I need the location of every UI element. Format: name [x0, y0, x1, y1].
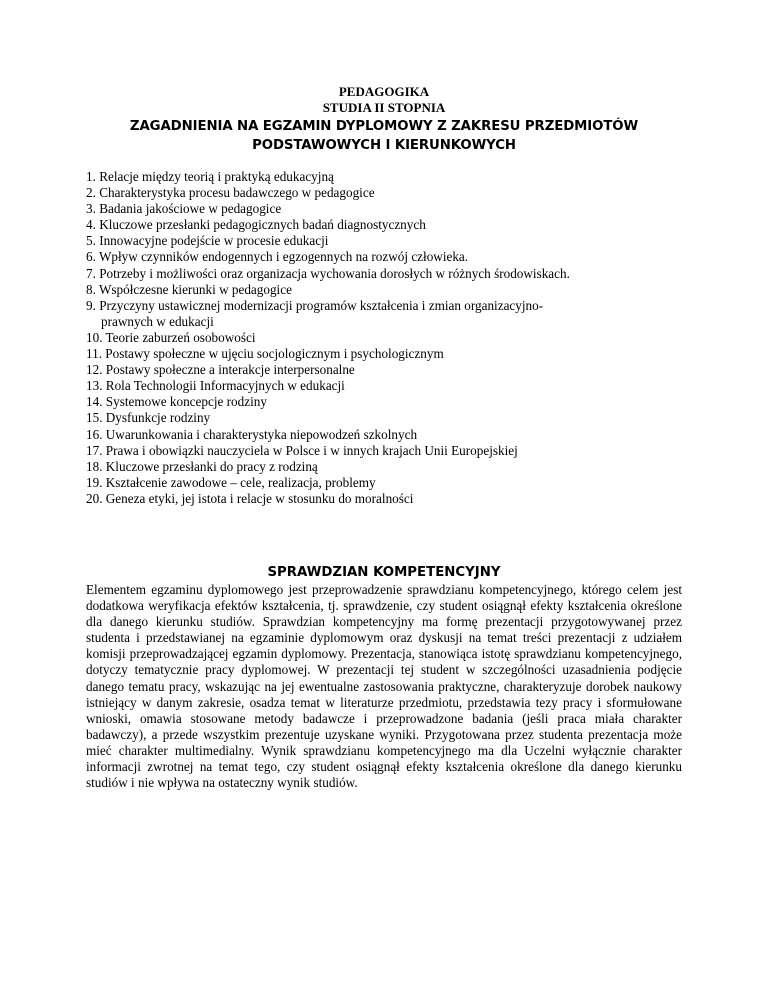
topic-text-continuation: prawnych w edukacji: [101, 313, 214, 329]
topic-item: [86, 491, 686, 507]
topic-number: 12.: [86, 362, 103, 378]
topic-number: 5.: [86, 233, 96, 249]
topic-number: 6.: [86, 249, 96, 265]
document-title-line-2: PODSTAWOWYCH I KIERUNKOWYCH: [252, 138, 516, 153]
topic-text: Dysfunkcje rodziny: [105, 410, 211, 426]
topic-text: Wpływ czynników endogennych i egzogennych na rozwój człowieka.: [98, 249, 469, 265]
topic-text: Kluczowe przesłanki pedagogicznych badań diagnostycznych: [99, 217, 426, 233]
topic-item: [86, 169, 686, 185]
exam-topics-list: [86, 169, 686, 507]
document-title-line-1: ZAGADNIENIA NA EGZAMIN DYPLOMOWY Z ZAKRESU PRZEDMIOTÓW: [129, 119, 639, 134]
topic-item: [86, 443, 686, 459]
topic-number: 19.: [86, 474, 103, 490]
topic-text: Przyczyny ustawicznej modernizacji programów kształcenia i zmian organizacyjno-: [99, 297, 544, 313]
topic-number: 8.: [86, 281, 96, 297]
topic-item: [86, 266, 686, 282]
topic-text: Geneza etyki, jej istota i relacje w stosunku do moralności: [105, 490, 414, 506]
topic-text: Charakterystyka procesu badawczego w pedagogice: [99, 185, 375, 201]
topic-text: Współczesne kierunki w pedagogice: [98, 281, 292, 297]
faculty-heading: PEDAGOGIKA: [338, 84, 430, 99]
topic-number: 3.: [86, 201, 96, 217]
topic-number: 13.: [86, 378, 103, 394]
topic-item: [86, 394, 686, 410]
topic-number: 15.: [86, 410, 103, 426]
topic-number: 20.: [86, 490, 103, 506]
topic-text: Rola Technologii Informacyjnych w edukacji: [105, 378, 345, 394]
topic-number: 1.: [86, 169, 96, 184]
topic-text: Relacje między teorią i praktyką edukacyjną: [99, 169, 334, 184]
topic-item: [86, 282, 686, 298]
topic-number: 11.: [86, 346, 102, 362]
topic-text: Uwarunkowania i charakterystyka niepowodzeń szkolnych: [105, 426, 418, 442]
study-level-heading: STUDIA II STOPNIA: [322, 100, 446, 115]
topic-item: [86, 185, 686, 201]
topic-item: [86, 475, 686, 491]
topic-item: [86, 459, 686, 475]
topic-item: [86, 233, 686, 249]
topic-item: [86, 217, 686, 233]
topic-text: Postawy społeczne a interakcje interpersonalne: [105, 362, 355, 378]
topic-number: 9.: [86, 297, 96, 313]
topic-number: 4.: [86, 217, 96, 233]
topic-text: Prawa i obowiązki nauczyciela w Polsce i w innych krajach Unii Europejskiej: [105, 442, 518, 458]
topic-text: Systemowe koncepcje rodziny: [105, 394, 267, 410]
topic-item: [86, 201, 686, 217]
topic-number: 14.: [86, 394, 103, 410]
document-header: [0, 84, 768, 155]
topic-text: Innowacyjne podejście w procesie edukacji: [99, 233, 329, 249]
topic-item: [86, 410, 686, 426]
document-title: [0, 117, 768, 155]
topic-number: 2.: [86, 185, 96, 201]
topic-number: 16.: [86, 426, 103, 442]
topic-number: 17.: [86, 442, 103, 458]
topic-item: [86, 346, 686, 362]
section-body: Elementem egzaminu dyplomowego jest przeprowadzenie sprawdzianu kompetencyjnego, którego celem jest dodatkowa weryfikacja efektów kształcenia, tj. sprawdzenie, czy student osiągnął efekty kształcenia określone dla danego kierunku studiów. Sprawdzian kompetencyjny ma formę prezentacji przygotowywanej przez studenta i przedstawianej na egzaminie dyplomowym oraz dyskusji na temat treści prezentacji z udziałem komisji przeprowadzającej egzamin dyplomowy. Prezentacja, stanowiąca istotę sprawdzianu kompetencyjnego, dotyczy tematycznie pracy dyplomowej. W prezentacji tej student w szczególności uzasadnienia podjęcie danego tematu pracy, wskazując na jej ewentualne zastosowania praktyczne, charakteryzuje dorobek naukowy istniejący w danym zakresie, osadza temat w literaturze przedmiotu, przedstawia tezy pracy i sformułowane wnioski, omawia stosowane metody badawcze i przeprowadzone badania (jeśli praca miała charakter badawczy), a przede wszystkim prezentuje uzyskane wyniki. Przygotowana przez studenta prezentacja może mieć charakter multimedialny. Wynik sprawdzianu kompetencyjnego ma dla Uczelni wyłącznie charakter informacji zwrotnej na temat tego, czy student osiągnął efekty kształcenia określone dla danego kierunku studiów i nie wpływa na ostateczny wynik studiów.: [86, 582, 682, 791]
topic-item: [86, 330, 686, 346]
topic-text: Postawy społeczne w ujęciu socjologicznym i psychologicznym: [105, 346, 444, 362]
topic-number: 18.: [86, 458, 103, 474]
topic-item: [86, 362, 686, 378]
topic-text: Kluczowe przesłanki do pracy z rodziną: [105, 458, 318, 474]
section-title: SPRAWDZIAN KOMPETENCYJNY: [267, 565, 501, 580]
topic-item: [86, 298, 686, 330]
topic-text: Potrzeby i możliwości oraz organizacja wychowania dorosłych w różnych środowiskach.: [99, 265, 570, 281]
topic-text: Teorie zaburzeń osobowości: [105, 329, 256, 345]
topic-item: [86, 249, 686, 265]
topic-item: [86, 378, 686, 394]
topic-text: Kształcenie zawodowe – cele, realizacja, problemy: [105, 474, 376, 490]
topic-number: 10.: [86, 329, 103, 345]
topic-number: 7.: [86, 265, 96, 281]
topic-item: [86, 427, 686, 443]
topic-text: Badania jakościowe w pedagogice: [99, 201, 282, 217]
